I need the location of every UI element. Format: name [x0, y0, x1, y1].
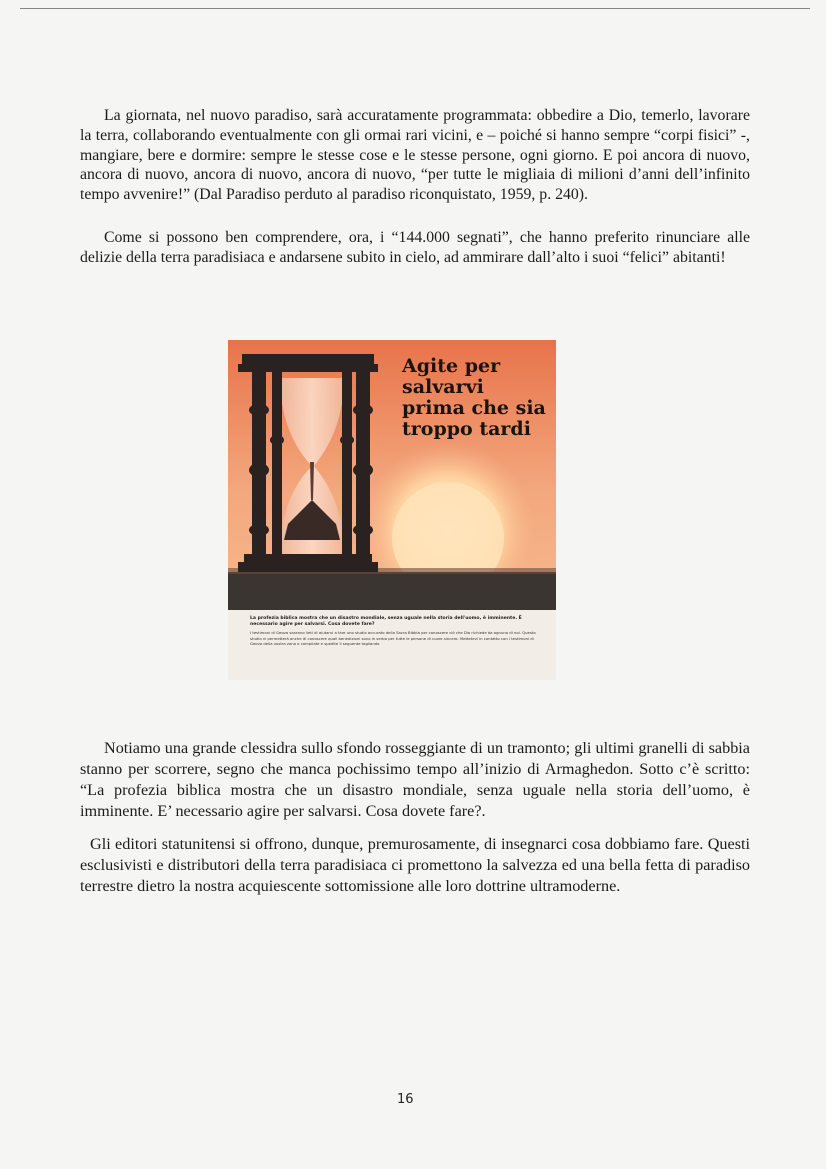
ad-caption-bold: La profezia biblica mostra che un disastro mondiale, senza uguale nella storia dell'uomo, è imminente. È necessario agire per salvarsi. Cosa dovete fare? [250, 616, 522, 627]
paragraph-2: Come si possono ben comprendere, ora, i “144.000 segnati”, che hanno preferito rinunciare alle delizie della terra paradisiaca e andarsene subito in cielo, ad ammirare dall’alto i suoi “felici” abitanti! [80, 229, 750, 266]
paragraph-1: La giornata, nel nuovo paradiso, sarà accuratamente programmata: obbedire a Dio, temerlo, lavorare la terra, collaborando eventualmente con gli ormai rari vicini, e – poiché si hanno sempre “corpi fisici” -, mangiare, bere e dormire: sempre le stesse cose e le stesse persone, ogni giorno. E poi ancora di nuovo, ancora di nuovo, ancora di nuovo, ancora di nuovo, “per tutte le migliaia di milioni d’anni dell’infinito tempo avvenire!” (Dal Paradiso perduto al paradiso riconquistato, 1959, p. 240). [80, 107, 750, 204]
page-number: 16 [397, 1092, 414, 1107]
top-edge-line [20, 8, 810, 9]
advertisement-figure [228, 340, 556, 680]
ad-caption-small: I testimoni di Geova saranno lieti di aiutarvi a fare uno studio accurato della Sacra Bibbia per conoscere ciò che Dio richiede da ognuno di noi. Questo studio vi permetterà anche di conoscere quali benedizioni sono in serbo per tutte le persone di cuore sincero. Mettetevi in contatto con i testimoni di Geova della vostra zona o compilate e spedite il seguente tagliando [250, 630, 536, 646]
paragraph-4: Gli editori statunitensi si offrono, dunque, premurosamente, di insegnarci cosa dobbiamo fare. Questi esclusivisti e distributori della terra paradisiaca ci promettono la salvezza ed una bella fetta di paradiso terrestre dietro la nostra acquiescente sottomissione alle loro dottrine ultramoderne. [80, 835, 750, 895]
paragraph-3: Notiamo una grande clessidra sullo sfondo rosseggiante di un tramonto; gli ultimi granelli di sabbia stanno per scorrere, segno che manca pochissimo tempo all’inizio di Armaghedon. Sotto c’è scritto: “La profezia biblica mostra che un disastro mondiale, senza uguale nella storia dell’uomo, è imminente. E’ necessario agire per salvarsi. Cosa dovete fare?. [80, 739, 750, 820]
ad-headline: Agite per salvarvi prima che sia troppo tardi [402, 355, 546, 440]
